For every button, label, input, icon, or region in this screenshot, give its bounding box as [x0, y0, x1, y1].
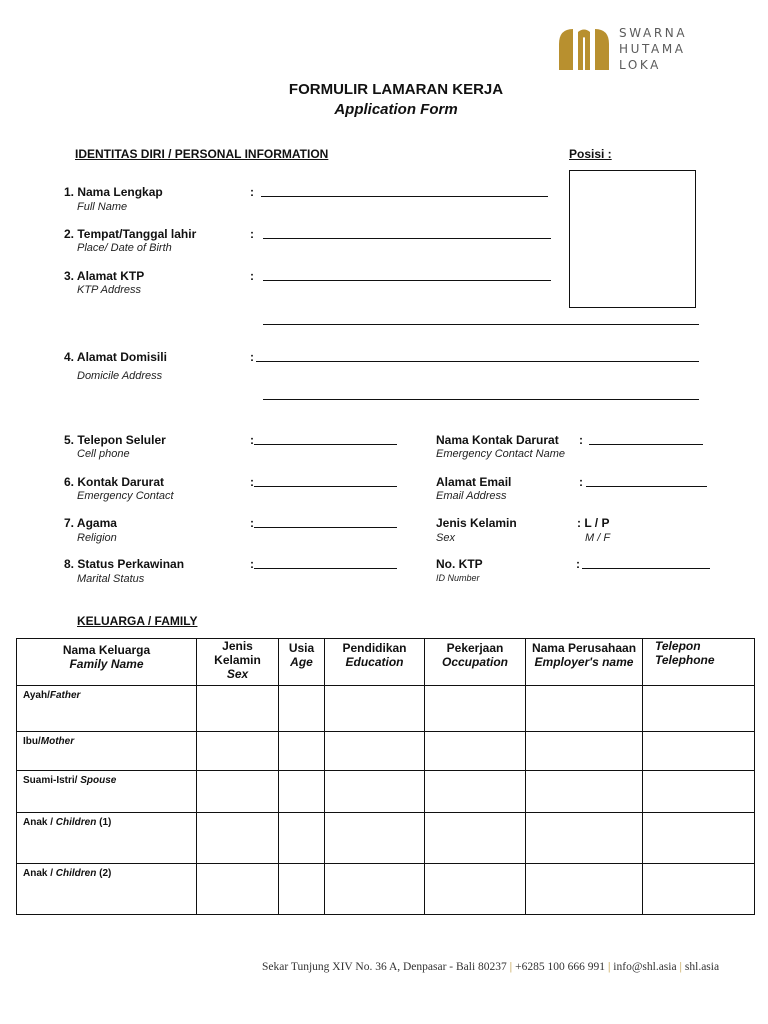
colon: : [250, 227, 254, 241]
header-occupation: Pekerjaan Occupation [425, 639, 526, 686]
colon: : [579, 475, 583, 489]
colon: : [579, 433, 583, 447]
cell[interactable] [526, 732, 643, 771]
cell[interactable] [643, 813, 755, 864]
cell[interactable] [197, 864, 279, 915]
header-education: Pendidikan Education [325, 639, 425, 686]
email-field[interactable] [586, 486, 707, 487]
colon: : [250, 516, 254, 530]
birth-label: 2. Tempat/Tanggal lahir [64, 227, 197, 241]
family-heading: KELUARGA / FAMILY [77, 614, 198, 628]
row-label-child-1: Anak / Children (1) [17, 813, 197, 864]
religion-label: 7. Agama [64, 516, 117, 530]
footer-separator: | [509, 961, 513, 973]
header-employer: Nama Perusahaan Employer's name [526, 639, 643, 686]
colon: : [576, 557, 580, 571]
cell[interactable] [197, 813, 279, 864]
colon: : [250, 185, 254, 199]
emergency-contact-field[interactable] [254, 486, 397, 487]
emergency-contact-sublabel: Emergency Contact [77, 490, 174, 502]
sex-label: Jenis Kelamin [436, 516, 517, 530]
brand-line-2: HUTAMA [619, 42, 686, 56]
cell[interactable] [197, 686, 279, 732]
cell[interactable] [643, 686, 755, 732]
emergency-name-field[interactable] [589, 444, 703, 445]
emergency-name-sublabel: Emergency Contact Name [436, 448, 565, 460]
ktp-address-sublabel: KTP Address [77, 284, 141, 296]
cell[interactable] [325, 771, 425, 813]
ktp-number-field[interactable] [582, 568, 710, 569]
row-label-spouse: Suami-Istri/ Spouse [17, 771, 197, 813]
footer-contact [262, 961, 719, 973]
row-label-mother: Ibu/Mother [17, 732, 197, 771]
sex-sublabel: Sex [436, 532, 455, 544]
photo-box[interactable] [569, 170, 696, 308]
cell[interactable] [279, 864, 325, 915]
sex-options-en: M / F [585, 532, 611, 544]
cell[interactable] [279, 686, 325, 732]
footer-website[interactable]: shl.asia [684, 961, 720, 973]
table-row [17, 813, 755, 864]
colon: : [250, 433, 254, 447]
cell[interactable] [325, 732, 425, 771]
brand-line-3: LOKA [619, 58, 661, 72]
cell[interactable] [325, 813, 425, 864]
header-telephone: Telepon Telephone [643, 639, 755, 686]
cell[interactable] [279, 732, 325, 771]
ktp-address-field[interactable] [263, 280, 551, 281]
email-sublabel: Email Address [436, 490, 507, 502]
table-row [17, 771, 755, 813]
domicile-sublabel: Domicile Address [77, 370, 163, 382]
position-label: Posisi : [569, 147, 612, 161]
brand-line-1: SWARNA [619, 26, 688, 40]
form-subtitle: Application Form [334, 101, 458, 118]
cell[interactable] [643, 864, 755, 915]
colon: : [250, 557, 254, 571]
cell[interactable] [197, 771, 279, 813]
full-name-field[interactable] [261, 196, 548, 197]
cell-phone-sublabel: Cell phone [77, 448, 130, 460]
cell[interactable] [325, 686, 425, 732]
domicile-field[interactable] [256, 361, 699, 362]
footer-separator: | [679, 961, 682, 973]
religion-field[interactable] [254, 527, 397, 528]
ktp-address-label: 3. Alamat KTP [64, 269, 145, 283]
emergency-name-label: Nama Kontak Darurat [436, 433, 559, 447]
birth-field[interactable] [263, 238, 551, 239]
ktp-number-sublabel: ID Number [436, 573, 480, 583]
cell-phone-label: 5. Telepon Seluler [64, 433, 166, 447]
cell[interactable] [526, 771, 643, 813]
marital-status-label: 8. Status Perkawinan [64, 557, 185, 571]
header-family-name: Nama Keluarga Family Name [17, 639, 197, 686]
domicile-field-2[interactable] [263, 399, 699, 400]
form-title: FORMULIR LAMARAN KERJA [288, 81, 504, 98]
religion-sublabel: Religion [77, 532, 117, 544]
table-row [17, 864, 755, 915]
cell[interactable] [279, 813, 325, 864]
cell[interactable] [643, 732, 755, 771]
table-row [17, 686, 755, 732]
cell[interactable] [643, 771, 755, 813]
footer-phone[interactable]: +6285 100 666 991 [515, 961, 605, 973]
colon: : [250, 350, 254, 364]
ktp-address-field-2[interactable] [263, 324, 699, 325]
footer-email[interactable]: info@shl.asia [613, 961, 677, 973]
full-name-sublabel: Full Name [77, 201, 128, 213]
table-row [17, 732, 755, 771]
marital-status-sublabel: Marital Status [77, 573, 145, 585]
cell[interactable] [279, 771, 325, 813]
cell[interactable] [425, 813, 526, 864]
ktp-number-label: No. KTP [436, 557, 483, 571]
cell[interactable] [425, 732, 526, 771]
header-sex: Jenis Kelamin Sex [197, 639, 279, 686]
birth-sublabel: Place/ Date of Birth [77, 242, 172, 254]
personal-info-heading: IDENTITAS DIRI / PERSONAL INFORMATION [75, 147, 329, 161]
colon: : [250, 475, 254, 489]
cell-phone-field[interactable] [254, 444, 397, 445]
row-label-father: Ayah/Father [17, 686, 197, 732]
brand-logo-icon [556, 26, 612, 72]
email-label: Alamat Email [436, 475, 512, 489]
footer-address: Sekar Tunjung XIV No. 36 A, Denpasar - Bali 80237 [262, 961, 507, 973]
footer-separator: | [607, 961, 611, 973]
cell[interactable] [526, 813, 643, 864]
cell[interactable] [425, 771, 526, 813]
colon: : [250, 269, 254, 283]
table-header-row [17, 639, 755, 686]
family-table [16, 638, 755, 915]
row-label-child-2: Anak / Children (2) [17, 864, 197, 915]
emergency-contact-label: 6. Kontak Darurat [64, 475, 165, 489]
cell[interactable] [425, 686, 526, 732]
cell[interactable] [526, 686, 643, 732]
marital-status-field[interactable] [254, 568, 397, 569]
cell[interactable] [425, 864, 526, 915]
sex-options[interactable]: : L / P [577, 516, 610, 530]
domicile-label: 4. Alamat Domisili [64, 350, 167, 364]
cell[interactable] [325, 864, 425, 915]
full-name-label: 1. Nama Lengkap [64, 185, 163, 199]
header-age: Usia Age [279, 639, 325, 686]
cell[interactable] [526, 864, 643, 915]
cell[interactable] [197, 732, 279, 771]
